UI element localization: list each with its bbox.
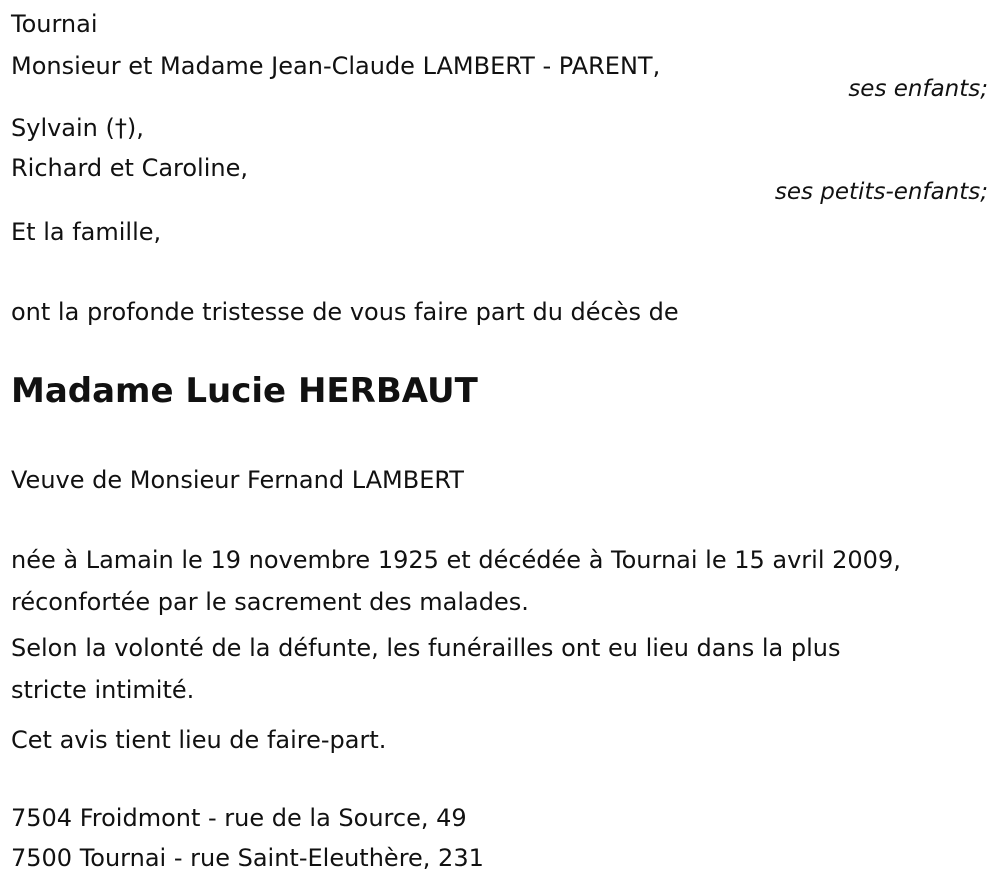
- birth-death-line-1: née à Lamain le 19 novembre 1925 et décédée à Tournai le 15 avril 2009,: [11, 546, 901, 574]
- family-line: Et la famille,: [11, 218, 162, 246]
- birth-death-line-2: réconfortée par le sacrement des malades.: [11, 588, 529, 616]
- grandchildren-richard-caroline: Richard et Caroline,: [11, 154, 248, 182]
- grandchildren-role: ses petits-enfants;: [774, 179, 988, 205]
- notice-line: Cet avis tient lieu de faire-part.: [11, 726, 387, 754]
- funeral-line-1: Selon la volonté de la défunte, les funérailles ont eu lieu dans la plus: [11, 634, 841, 662]
- address-tournai: 7500 Tournai - rue Saint-Eleuthère, 231: [11, 844, 484, 872]
- announcement-text: ont la profonde tristesse de vous faire part du décès de: [11, 298, 679, 326]
- grandchild-sylvain: Sylvain (†),: [11, 114, 144, 142]
- deceased-name: Madame Lucie HERBAUT: [11, 371, 478, 411]
- city-heading: Tournai: [11, 10, 98, 38]
- funeral-line-2: stricte intimité.: [11, 676, 195, 704]
- children-role: ses enfants;: [848, 76, 988, 102]
- address-froidmont: 7504 Froidmont - rue de la Source, 49: [11, 804, 467, 832]
- widow-of-line: Veuve de Monsieur Fernand LAMBERT: [11, 466, 464, 494]
- children-names: Monsieur et Madame Jean-Claude LAMBERT - PARENT,: [11, 52, 661, 80]
